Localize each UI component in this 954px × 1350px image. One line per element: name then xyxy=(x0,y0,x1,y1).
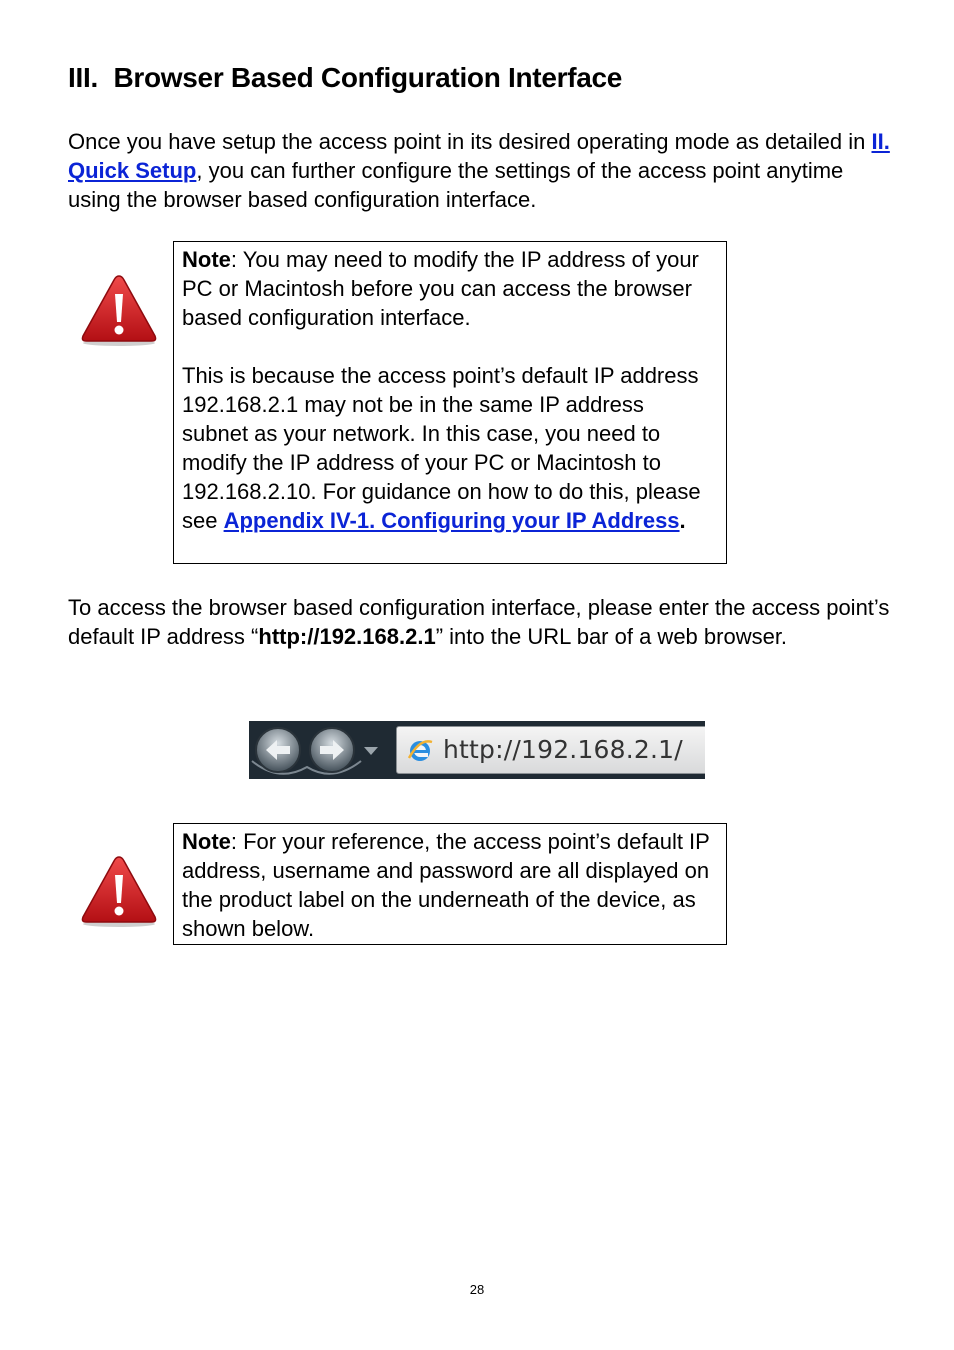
note-product-label xyxy=(173,823,727,945)
nav-buttons xyxy=(249,721,389,779)
url-text: http://192.168.2.1/ xyxy=(443,735,683,764)
access-text-2: ” into the URL bar of a web browser. xyxy=(435,624,788,649)
internet-explorer-icon xyxy=(406,736,434,764)
note-text-2: This is because the access point’s default IP address 192.168.2.1 may not be in the same IP address subnet as your network. In this case, you need to modify the IP address of your PC or Macintosh to 192.168.2.10. For guidance on how to do this, please see xyxy=(182,363,701,533)
appendix-link[interactable]: Appendix IV-1. Configuring your IP Address xyxy=(223,508,680,533)
note-label: Note xyxy=(182,829,231,854)
access-paragraph xyxy=(68,593,898,651)
page-number: 28 xyxy=(469,1282,485,1297)
warning-icon xyxy=(80,853,158,929)
warning-icon xyxy=(80,272,158,348)
note-end: . xyxy=(679,508,686,533)
access-text-1: To access the browser based configuration interface, please enter the access point’s default IP address “ xyxy=(68,595,890,649)
url-bar xyxy=(396,726,705,774)
intro-paragraph xyxy=(68,127,898,214)
chevron-down-icon xyxy=(364,747,378,755)
section-title: Browser Based Configuration Interface xyxy=(113,62,623,93)
section-heading xyxy=(68,62,622,94)
default-url: http://192.168.2.1 xyxy=(258,624,436,649)
forward-arrow-icon xyxy=(310,728,354,772)
note-text-1: : You may need to modify the IP address of your PC or Macintosh before you can access the browser based configuration interface. xyxy=(182,247,699,330)
intro-text-2: , you can further configure the settings of the access point anytime using the browser based configuration interface. xyxy=(68,158,844,212)
note-text: : For your reference, the access point’s default IP address, username and password are all displayed on the product label on the underneath of the device, as shown below. xyxy=(182,829,710,941)
note-label: Note xyxy=(182,247,231,272)
browser-url-bar-screenshot xyxy=(249,721,705,779)
back-arrow-icon xyxy=(256,728,300,772)
quick-setup-link[interactable]: II. Quick Setup xyxy=(68,129,890,183)
section-number: III. xyxy=(68,62,98,93)
intro-text-1: Once you have setup the access point in its desired operating mode as detailed in xyxy=(68,129,872,154)
note-ip-address xyxy=(173,241,727,564)
